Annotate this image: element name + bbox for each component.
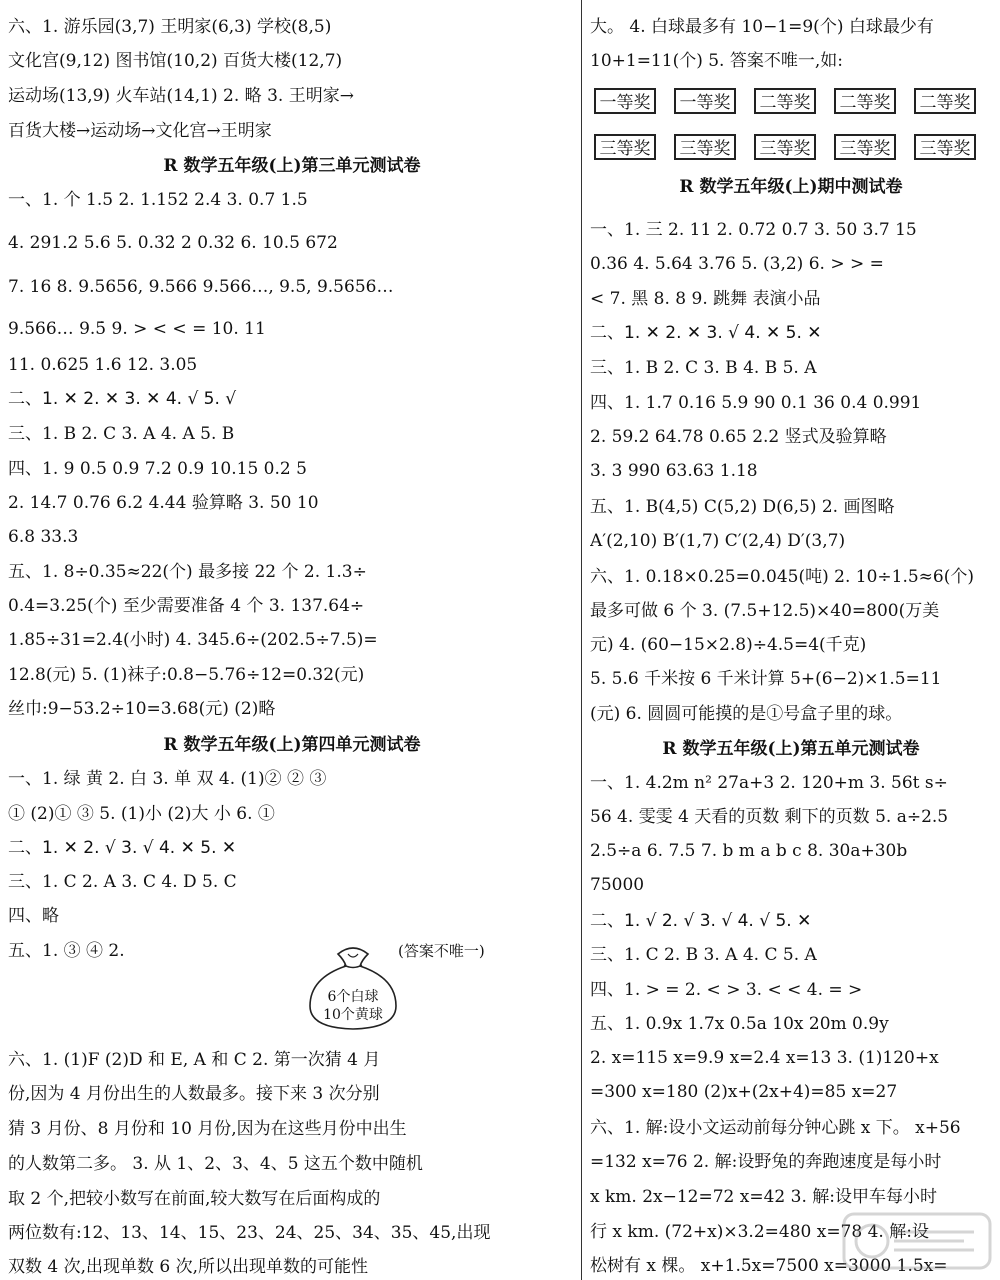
answer-line: 猜 3 月份、8 月份和 10 月份,因为在这些月份中出生	[8, 1119, 407, 1139]
right-column	[590, 0, 992, 1280]
answer-line: 取 2 个,把较小数写在前面,较大数写在后面构成的	[8, 1189, 381, 1209]
prize-box: 三等奖	[834, 134, 896, 160]
answer-line: 4. 291.2 5.6 5. 0.32̇ 2 0.32 6. 10.5 672	[8, 233, 338, 253]
section-heading-midterm: R 数学五年级(上)期中测试卷	[679, 177, 903, 197]
answer-line: x km. 2x−12=72 x=42 3. 解:设甲车每小时	[590, 1187, 937, 1207]
answer-line: 三、1. C 2. B 3. A 4. C 5. A	[590, 945, 817, 965]
answer-line: 文化宫(9,12) 图书馆(10,2) 百货大楼(12,7)	[8, 51, 343, 71]
answer-line: 最多可做 6 个 3. (7.5+12.5)×40=800(万美	[590, 601, 940, 621]
answer-line: 六、1. (1)F (2)D 和 E, A 和 C 2. 第一次猜 4 月	[8, 1050, 381, 1070]
section-heading-unit3: R 数学五年级(上)第三单元测试卷	[163, 156, 421, 176]
answer-line: 百货大楼→运动场→文化宫→王明家	[8, 121, 272, 141]
answer-line: 二、1. ✕ 2. ✕ 3. √ 4. ✕ 5. ✕	[590, 323, 822, 343]
section-heading-unit5: R 数学五年级(上)第五单元测试卷	[662, 739, 920, 759]
answer-line: 六、1. 0.18×0.25=0.045(吨) 2. 10÷1.5≈6(个)	[590, 567, 975, 587]
answer-line: 行 x km. (72+x)×3.2=480 x=78 4. 解:设	[590, 1222, 929, 1242]
answer-line: 松树有 x 棵。 x+1.5x=7500 x=3000 1.5x=	[590, 1256, 948, 1276]
answer-line: 三、1. B 2. C 3. B 4. B 5. A	[590, 358, 817, 378]
answer-line: 二、1. ✕ 2. ✕ 3. ✕ 4. √ 5. √	[8, 389, 237, 409]
answer-line: 五、1. B(4,5) C(5,2) D(6,5) 2. 画图略	[590, 497, 895, 517]
answer-line: 0.36 4. 5.64 3.76 5. (3,2) 6. > > =	[590, 254, 884, 274]
answer-line: 份,因为 4 月份出生的人数最多。接下来 3 次分别	[8, 1084, 380, 1104]
answer-line: 丝巾:9−53.2÷10=3.68(元) (2)略	[8, 699, 276, 719]
answer-line: 75000	[590, 875, 645, 895]
prize-box: 三等奖	[594, 134, 656, 160]
answer-line: 1.85÷31=2.4(小时) 4. 345.6÷(202.5÷7.5)=	[8, 630, 378, 650]
answer-line: 两位数有:12、13、14、15、23、24、25、34、35、45,出现	[8, 1223, 491, 1243]
answer-line: 6.8 33.3	[8, 527, 79, 547]
prize-box: 一等奖	[594, 88, 656, 114]
answer-line: 六、1. 解:设小文运动前每分钟心跳 x 下。 x+56	[590, 1118, 961, 1138]
answer-line: 四、1. 9 0.5 0.9 7.2 0.9 10.15 0.2 5	[8, 459, 307, 479]
answer-line: 一、1. 个 1.5 2. 1.152 2.4 3. 0.7 1.5	[8, 190, 308, 210]
answer-line: < 7. 黑 8. 8 9. 跳舞 表演小品	[590, 289, 821, 309]
answer-line: 三、1. B 2. C 3. A 4. A 5. B	[8, 424, 235, 444]
answer-line: 的人数第二多。 3. 从 1、2、3、4、5 这五个数中随机	[8, 1154, 423, 1174]
answer-line: A′(2,10) B′(1,7) C′(2,4) D′(3,7)	[590, 531, 846, 551]
answer-line: 四、1. > = 2. < > 3. < < 4. = >	[590, 980, 863, 1000]
prize-box: 三等奖	[754, 134, 816, 160]
bag-label-yellow: 10个黄球	[323, 1007, 383, 1023]
answer-line: 五、1. ③ ④ 2.	[8, 941, 125, 961]
bag-note: (答案不唯一)	[398, 942, 485, 960]
bag-label-white: 6个白球	[327, 989, 379, 1005]
answer-line: 运动场(13,9) 火车站(14,1) 2. 略 3. 王明家→	[8, 86, 354, 106]
answer-line: 2. 59.2 64.78 0.65 2.2 竖式及验算略	[590, 427, 887, 447]
answer-line: 0.4=3.25(个) 至少需要准备 4 个 3. 137.64÷	[8, 596, 365, 616]
answer-line: 12.8(元) 5. (1)袜子:0.8−5.76÷12=0.32(元)	[8, 665, 365, 685]
watermark-logo	[842, 1212, 992, 1270]
answer-line: 56 4. 雯雯 4 天看的页数 剩下的页数 5. a÷2.5	[590, 807, 949, 827]
answer-line: 四、1. 1.7 0.16 5.9 90 0.1 36 0.4 0.991	[590, 393, 922, 413]
answer-line: =300 x=180 (2)x+(2x+4)=85 x=27	[590, 1082, 898, 1102]
answer-line: 五、1. 0.9x 1.7x 0.5a 10x 20m 0.9y	[590, 1014, 889, 1034]
answer-line: 一、1. 三 2. 11 2. 0.7̇2̇ 0.7 3. 50 3.7 15	[590, 220, 917, 240]
answer-line: 元) 4. (60−15×2.8)÷4.5=4(千克)	[590, 635, 867, 655]
prize-box: 一等奖	[674, 88, 736, 114]
section-heading-unit4: R 数学五年级(上)第四单元测试卷	[163, 735, 421, 755]
answer-line: 9.566… 9.5̇ 9. > < < = 10. 11	[8, 319, 266, 339]
answer-line: ① (2)① ③ 5. (1)小 (2)大 小 6. ①	[8, 804, 275, 824]
answer-line: 11. 0.625 1.6 12. 3.05	[8, 355, 198, 375]
prize-box: 二等奖	[834, 88, 896, 114]
answer-line: =132 x=76 2. 解:设野兔的奔跑速度是每小时	[590, 1152, 942, 1172]
prize-box: 二等奖	[754, 88, 816, 114]
prize-box: 三等奖	[914, 134, 976, 160]
answer-line: 10+1=11(个) 5. 答案不唯一,如:	[590, 51, 843, 71]
answer-line: 3. 3 990 63.63 1.18	[590, 461, 758, 481]
answer-line: 五、1. 8÷0.35≈22(个) 最多接 22 个 2. 1.3÷	[8, 562, 367, 582]
prize-box: 二等奖	[914, 88, 976, 114]
answer-line: (元) 6. 圆圆可能摸的是①号盒子里的球。	[590, 704, 903, 724]
answer-line: 2. 14.7 0.76 6.2 4.44 验算略 3. 50 10	[8, 493, 319, 513]
answer-line: 二、1. ✕ 2. √ 3. √ 4. ✕ 5. ✕	[8, 838, 237, 858]
answer-line: 7. 16 8. 9.5656, 9.566 9.566…, 9.5̇, 9.5656…	[8, 277, 394, 297]
answer-line: 二、1. √ 2. √ 3. √ 4. √ 5. ✕	[590, 911, 812, 931]
answer-line: 5. 5.6 千米按 6 千米计算 5+(6−2)×1.5=11	[590, 669, 942, 689]
prize-box: 三等奖	[674, 134, 736, 160]
answer-line: 六、1. 游乐园(3,7) 王明家(6,3) 学校(8,5)	[8, 17, 332, 37]
answer-line: 双数 4 次,出现单数 6 次,所以出现单数的可能性	[8, 1257, 369, 1277]
answer-line: 2.5÷a 6. 7.5 7. b m a b c 8. 30a+30b	[590, 841, 908, 861]
answer-line: 一、1. 4.2m n² 27a+3 2. 120+m 3. 56t s÷	[590, 773, 948, 793]
answer-line: 四、略	[8, 906, 59, 926]
answer-line: 2. x=115 x=9.9 x=2.4 x=13 3. (1)120+x	[590, 1048, 939, 1068]
answer-line: 大。 4. 白球最多有 10−1=9(个) 白球最少有	[590, 17, 934, 37]
answer-line: 一、1. 绿 黄 2. 白 3. 单 双 4. (1)② ② ③	[8, 769, 327, 789]
answer-line: 三、1. C 2. A 3. C 4. D 5. C	[8, 872, 237, 892]
left-column	[8, 0, 576, 1280]
column-divider	[581, 0, 582, 1280]
